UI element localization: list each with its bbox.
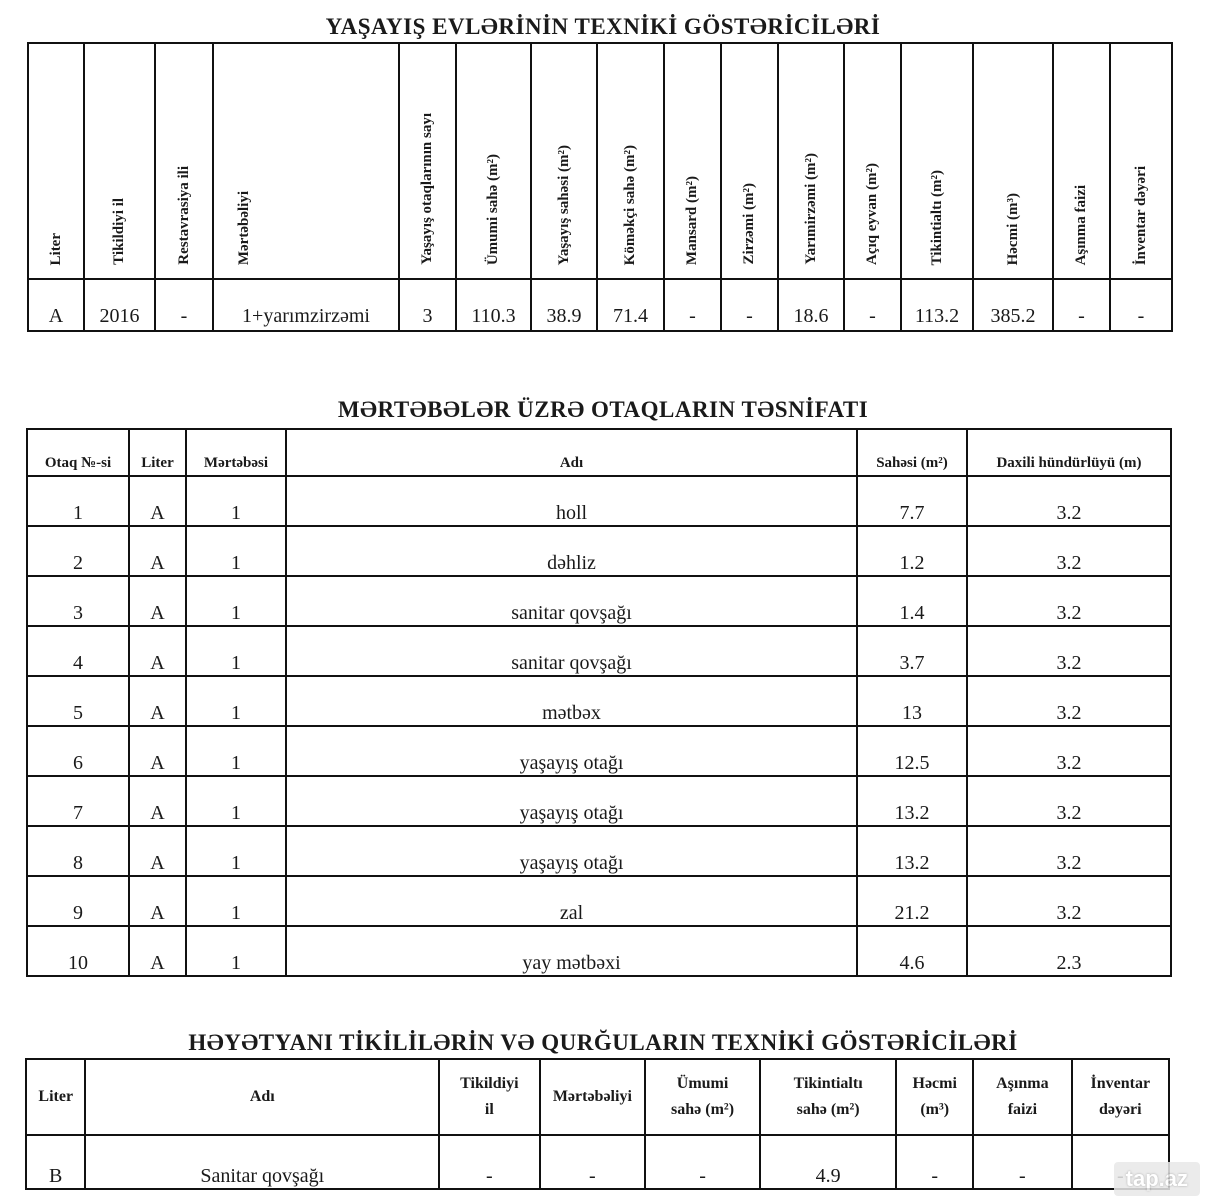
table-cell: 385.2 bbox=[973, 279, 1053, 331]
section1-title: YAŞAYIŞ EVLƏRİNİN TEXNİKİ GÖSTƏRİCİLƏRİ bbox=[325, 14, 881, 39]
table-cell: yaşayış otağı bbox=[286, 726, 857, 776]
header-cell: Aşınma faizi bbox=[1053, 43, 1110, 279]
header-cell: Tikintialtı sahə (m²) bbox=[760, 1059, 896, 1135]
table-cell: 3.2 bbox=[967, 676, 1171, 726]
table-cell: 2 bbox=[27, 526, 129, 576]
header-cell: Sahəsi (m²) bbox=[857, 429, 967, 476]
table-cell: - bbox=[155, 279, 213, 331]
table-cell: 18.6 bbox=[778, 279, 844, 331]
header-cell: Mansard (m²) bbox=[664, 43, 721, 279]
table-cell: - bbox=[1110, 279, 1172, 331]
table-header-row bbox=[27, 429, 1171, 476]
header-cell: Otaq №-si bbox=[27, 429, 129, 476]
table-row bbox=[27, 926, 1171, 976]
table-cell: 1 bbox=[186, 826, 286, 876]
watermark-logo: tap.az bbox=[1114, 1162, 1200, 1196]
table-cell: 3 bbox=[399, 279, 456, 331]
table-cell: 3.2 bbox=[967, 826, 1171, 876]
table-cell: 10 bbox=[27, 926, 129, 976]
table-cell: 3.2 bbox=[967, 476, 1171, 526]
table-cell: - bbox=[664, 279, 721, 331]
table-cell: 1.4 bbox=[857, 576, 967, 626]
table-cell: 1 bbox=[186, 476, 286, 526]
table-cell: - bbox=[439, 1135, 539, 1189]
header-cell: İnventar dəyəri bbox=[1072, 1059, 1169, 1135]
table-cell: 1 bbox=[186, 726, 286, 776]
section3-title: HƏYƏTYANI TİKİLİLƏRİN VƏ QURĞULARIN TEXNİKİ GÖSTƏRİCİLƏRİ bbox=[188, 1030, 1018, 1055]
table-row bbox=[27, 876, 1171, 926]
table-cell: A bbox=[129, 476, 186, 526]
table-cell: 3 bbox=[27, 576, 129, 626]
table-cell: sanitar qovşağı bbox=[286, 626, 857, 676]
table-cell: 1.2 bbox=[857, 526, 967, 576]
table-cell: 5 bbox=[27, 676, 129, 726]
table-row bbox=[27, 526, 1171, 576]
table-cell: - bbox=[540, 1135, 646, 1189]
table-row bbox=[28, 279, 1172, 331]
header-cell: İnventar dəyəri bbox=[1110, 43, 1172, 279]
header-cell: Liter bbox=[26, 1059, 85, 1135]
table-cell: 2.3 bbox=[967, 926, 1171, 976]
table-cell: 7 bbox=[27, 776, 129, 826]
header-cell: Liter bbox=[129, 429, 186, 476]
table-cell: 1 bbox=[186, 526, 286, 576]
header-cell: Ümumi sahə (m²) bbox=[456, 43, 531, 279]
header-cell: Həcmi (m³) bbox=[896, 1059, 973, 1135]
table-cell: Sanitar qovşağı bbox=[85, 1135, 439, 1189]
table-row bbox=[27, 476, 1171, 526]
table-row bbox=[26, 1135, 1169, 1189]
header-cell: Mərtəbəsi bbox=[186, 429, 286, 476]
table-cell: 8 bbox=[27, 826, 129, 876]
table-cell: A bbox=[129, 526, 186, 576]
table-cell: A bbox=[129, 676, 186, 726]
header-cell: Mərtəbəliyi bbox=[213, 43, 399, 279]
table-cell: 3.2 bbox=[967, 776, 1171, 826]
header-cell: Mərtəbəliyi bbox=[540, 1059, 646, 1135]
header-cell: Restavrasiya ili bbox=[155, 43, 213, 279]
rooms-by-floor-table bbox=[26, 428, 1172, 977]
section2-title: MƏRTƏBƏLƏR ÜZRƏ OTAQLARIN TƏSNİFATI bbox=[337, 397, 869, 422]
table-cell: A bbox=[129, 776, 186, 826]
table-cell: - bbox=[896, 1135, 973, 1189]
table-cell: 12.5 bbox=[857, 726, 967, 776]
table-cell: 21.2 bbox=[857, 876, 967, 926]
table-cell: A bbox=[129, 876, 186, 926]
table-cell: dəhliz bbox=[286, 526, 857, 576]
table-cell: 3.2 bbox=[967, 626, 1171, 676]
table-cell: 3.2 bbox=[967, 576, 1171, 626]
table-row bbox=[27, 676, 1171, 726]
table-cell: 1 bbox=[186, 776, 286, 826]
yard-structures-table bbox=[25, 1058, 1170, 1190]
header-cell: Köməkçi sahə (m²) bbox=[597, 43, 664, 279]
table-row bbox=[27, 576, 1171, 626]
table-cell: - bbox=[844, 279, 901, 331]
table-cell: 1 bbox=[27, 476, 129, 526]
table-cell: 7.7 bbox=[857, 476, 967, 526]
table-cell: A bbox=[129, 826, 186, 876]
table-cell: sanitar qovşağı bbox=[286, 576, 857, 626]
table-cell: - bbox=[973, 1135, 1071, 1189]
table-cell: 4.6 bbox=[857, 926, 967, 976]
header-cell: Yaşayış sahəsi (m²) bbox=[531, 43, 597, 279]
table-cell: 2016 bbox=[84, 279, 155, 331]
table-cell: A bbox=[28, 279, 84, 331]
table-cell: 13.2 bbox=[857, 776, 967, 826]
table-cell: 3.7 bbox=[857, 626, 967, 676]
table-cell: yaşayış otağı bbox=[286, 776, 857, 826]
header-cell: Ümumi sahə (m²) bbox=[645, 1059, 760, 1135]
table-cell: A bbox=[129, 626, 186, 676]
header-cell: Daxili hündürlüyü (m) bbox=[967, 429, 1171, 476]
table-cell: A bbox=[129, 576, 186, 626]
table-cell: 13.2 bbox=[857, 826, 967, 876]
table-cell: 13 bbox=[857, 676, 967, 726]
table-cell: 4 bbox=[27, 626, 129, 676]
table-cell: yaşayış otağı bbox=[286, 826, 857, 876]
table-cell: 9 bbox=[27, 876, 129, 926]
table-cell: 1 bbox=[186, 876, 286, 926]
table-row bbox=[27, 626, 1171, 676]
header-cell: Zirzəmi (m²) bbox=[721, 43, 778, 279]
table-cell: 71.4 bbox=[597, 279, 664, 331]
table-cell: B bbox=[26, 1135, 85, 1189]
table-cell: zal bbox=[286, 876, 857, 926]
table-cell: 1 bbox=[186, 676, 286, 726]
table-cell: A bbox=[129, 726, 186, 776]
table-cell: A bbox=[129, 926, 186, 976]
table-cell: 3.2 bbox=[967, 526, 1171, 576]
table-cell: 113.2 bbox=[901, 279, 973, 331]
header-cell: Liter bbox=[28, 43, 84, 279]
header-cell: Tikintialtı (m²) bbox=[901, 43, 973, 279]
table-cell: 4.9 bbox=[760, 1135, 896, 1189]
header-cell: Adı bbox=[85, 1059, 439, 1135]
table-cell: 1+yarımzirzəmi bbox=[213, 279, 399, 331]
header-cell: Tikildiyi il bbox=[439, 1059, 539, 1135]
header-cell: Həcmi (m³) bbox=[973, 43, 1053, 279]
table-header-row bbox=[26, 1059, 1169, 1135]
header-cell: Adı bbox=[286, 429, 857, 476]
header-cell: Açıq eyvan (m²) bbox=[844, 43, 901, 279]
residential-tech-table bbox=[27, 42, 1173, 332]
table-cell: 1 bbox=[186, 626, 286, 676]
table-cell: holl bbox=[286, 476, 857, 526]
table-row bbox=[27, 826, 1171, 876]
table-header-row bbox=[28, 43, 1172, 279]
table-cell: - bbox=[1053, 279, 1110, 331]
table-row bbox=[27, 776, 1171, 826]
table-cell: 1 bbox=[186, 576, 286, 626]
table-cell: - bbox=[721, 279, 778, 331]
table-cell: 6 bbox=[27, 726, 129, 776]
table-cell: 3.2 bbox=[967, 876, 1171, 926]
table-cell: 1 bbox=[186, 926, 286, 976]
table-cell: 38.9 bbox=[531, 279, 597, 331]
table-cell: - bbox=[645, 1135, 760, 1189]
table-cell: 110.3 bbox=[456, 279, 531, 331]
table-row bbox=[27, 726, 1171, 776]
header-cell: Tikildiyi il bbox=[84, 43, 155, 279]
header-cell: Yaşayış otaqlarının sayı bbox=[399, 43, 456, 279]
header-cell: Yarımirzəmi (m²) bbox=[778, 43, 844, 279]
header-cell: Aşınma faizi bbox=[973, 1059, 1071, 1135]
table-cell: 3.2 bbox=[967, 726, 1171, 776]
table-cell: yay mətbəxi bbox=[286, 926, 857, 976]
table-cell: mətbəx bbox=[286, 676, 857, 726]
